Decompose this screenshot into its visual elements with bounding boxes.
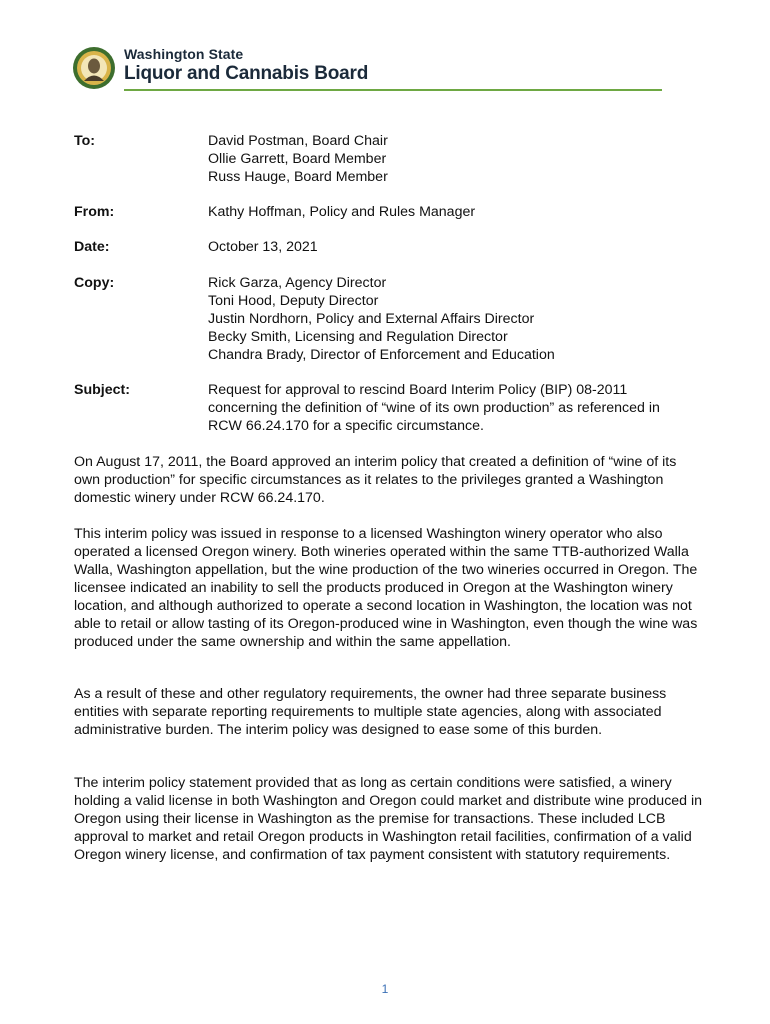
date-value (208, 238, 708, 256)
copy-recipients (208, 274, 708, 364)
header-divider (124, 89, 662, 91)
body-paragraph-1: On August 17, 2011, the Board approved an interim policy that created a definition of “wine of its own production” for specific circumstances as it relates to the privileges granted a Washington domestic winery under RCW 66.24.170. (74, 454, 677, 506)
washington-state-seal-icon (72, 46, 116, 90)
cc-recipient: Chandra Brady, Director of Enforcement and Education (208, 347, 555, 363)
memo-date: October 13, 2021 (208, 239, 318, 255)
subject-line: concerning the definition of “wine of its own production” as referenced in (208, 400, 660, 416)
from-value (208, 203, 708, 221)
cc-recipient: Justin Nordhorn, Policy and External Affairs Director (208, 311, 535, 327)
letterhead (70, 42, 662, 92)
body-paragraph-3: As a result of these and other regulatory requirements, the owner had three separate business entities with separate reporting requirements to multiple state agencies, along with associated administrative burden. The interim policy was designed to ease some of this burden. (74, 686, 667, 738)
org-name-line2: Liquor and Cannabis Board (124, 63, 369, 84)
cc-recipient: Rick Garza, Agency Director (208, 275, 387, 291)
recipient: Russ Hauge, Board Member (208, 169, 388, 185)
to-label: To: (74, 133, 96, 149)
body-paragraph-2: This interim policy was issued in response to a licensed Washington winery operator who also operated a licensed Oregon winery. Both wineries operated within the same TTB-authorized Walla Walla, Washington appellation, but the wine production of the two wineries occurred in Oregon. The licensee indicated an inability to sell the products produced in Oregon at the Washington winery location, and although authorized to operate a second location in Washington, the location was not able to retail or allow tasting of its Oregon-produced wine in Washington, even though the wine was produced under the same ownership and within the same appellation. (74, 526, 698, 650)
copy-label: Copy: (74, 275, 115, 291)
date-label: Date: (74, 239, 110, 255)
cc-recipient: Toni Hood, Deputy Director (208, 293, 379, 309)
subject-line: Request for approval to rescind Board Interim Policy (BIP) 08-2011 (208, 382, 628, 398)
org-name-line1: Washington State (124, 46, 244, 62)
page-number: 1 (381, 982, 389, 996)
recipient: David Postman, Board Chair (208, 133, 388, 149)
to-recipients (208, 132, 708, 186)
cc-recipient: Becky Smith, Licensing and Regulation Director (208, 329, 508, 345)
sender: Kathy Hoffman, Policy and Rules Manager (208, 204, 476, 220)
subject-line: RCW 66.24.170 for a specific circumstance. (208, 418, 484, 434)
subject-label: Subject: (74, 382, 130, 398)
body-paragraph-4: The interim policy statement provided that as long as certain conditions were satisfied, a winery holding a valid license in both Washington and Oregon could market and distribute wine produced in Oregon using their license in Washington as the premise for transactions. These included LCB approval to market and retail Oregon products in Washington retail facilities, confirmation of a valid Oregon winery license, and confirmation of tax payment consistent with statutory requirements. (74, 775, 703, 863)
subject-value (208, 381, 708, 435)
from-label: From: (74, 204, 115, 220)
recipient: Ollie Garrett, Board Member (208, 151, 387, 167)
